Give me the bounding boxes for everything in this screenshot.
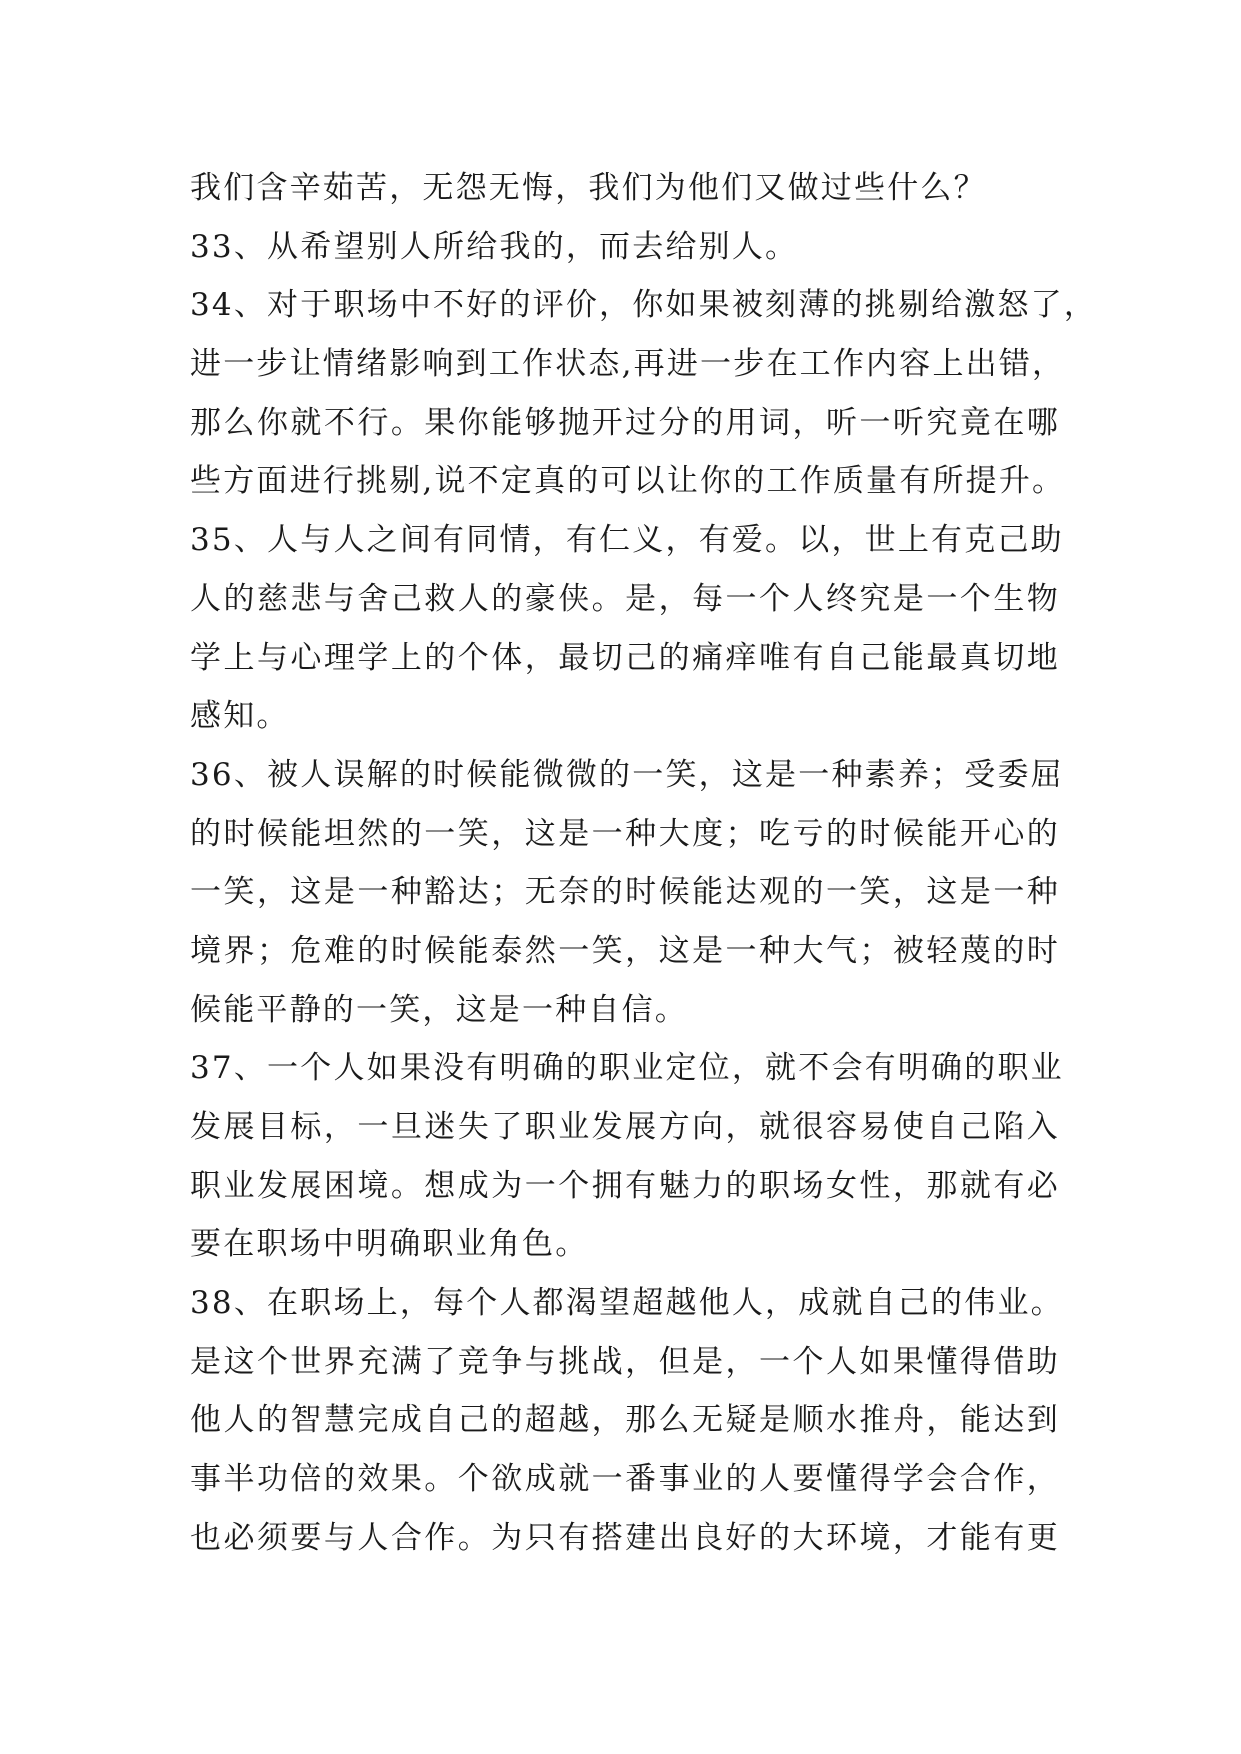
text-line: 境界；危难的时候能泰然一笑，这是一种大气；被轻蔑的时 (190, 932, 1060, 969)
text-line: 事半功倍的效果。个欲成就一番事业的人要懂得学会合作， (190, 1461, 1060, 1498)
text-line: 那么你就不行。果你能够抛开过分的用词，听一听究竟在哪 (190, 404, 1060, 441)
text-line: 我们含辛茹苦，无怨无悔，我们为他们又做过些什么？ (190, 170, 987, 206)
text-line: 要在职场中明确职业角色。 (190, 1226, 589, 1263)
text-line: 37、一个人如果没有明确的职业定位，就不会有明确的职业 (190, 1050, 1064, 1087)
text-line: 的时候能坦然的一笑，这是一种大度；吃亏的时候能开心的 (190, 815, 1060, 852)
text-line: 36、被人误解的时候能微微的一笑，这是一种素养；受委屈 (190, 756, 1064, 793)
text-line: 人的慈悲与舍己救人的豪侠。是，每一个人终究是一个生物 (190, 580, 1060, 617)
text-line: 35、人与人之间有同情，有仁义，有爱。以，世上有克己助 (190, 522, 1064, 559)
text-line: 感知。 (190, 698, 290, 735)
text-line: 34、对于职场中不好的评价，你如果被刻薄的挑剔给激怒了， (190, 287, 1098, 324)
text-line: 也必须要与人合作。为只有搭建出良好的大环境，才能有更 (190, 1519, 1060, 1556)
document-body-text (190, 159, 1098, 1568)
text-line: 他人的智慧完成自己的超越，那么无疑是顺水推舟，能达到 (190, 1402, 1060, 1439)
text-line: 职业发展困境。想成为一个拥有魅力的职场女性，那就有必 (190, 1167, 1060, 1204)
text-line: 学上与心理学上的个体，最切己的痛痒唯有自己能最真切地 (190, 639, 1060, 676)
text-line: 33、从希望别人所给我的，而去给别人。 (190, 228, 799, 265)
text-line: 候能平静的一笑，这是一种自信。 (190, 991, 688, 1028)
text-line: 是这个世界充满了竞争与挑战，但是，一个人如果懂得借助 (190, 1343, 1060, 1380)
text-line: 38、在职场上，每个人都渴望超越他人，成就自己的伟业。 (190, 1285, 1064, 1322)
text-line: 发展目标，一旦迷失了职业发展方向，就很容易使自己陷入 (190, 1109, 1060, 1145)
text-line: 进一步让情绪影响到工作状态,再进一步在工作内容上出错， (190, 346, 1066, 383)
text-line: 一笑，这是一种豁达；无奈的时候能达观的一笑，这是一种 (190, 874, 1060, 911)
text-line: 些方面进行挑剔,说不定真的可以让你的工作质量有所提升。 (190, 463, 1066, 500)
